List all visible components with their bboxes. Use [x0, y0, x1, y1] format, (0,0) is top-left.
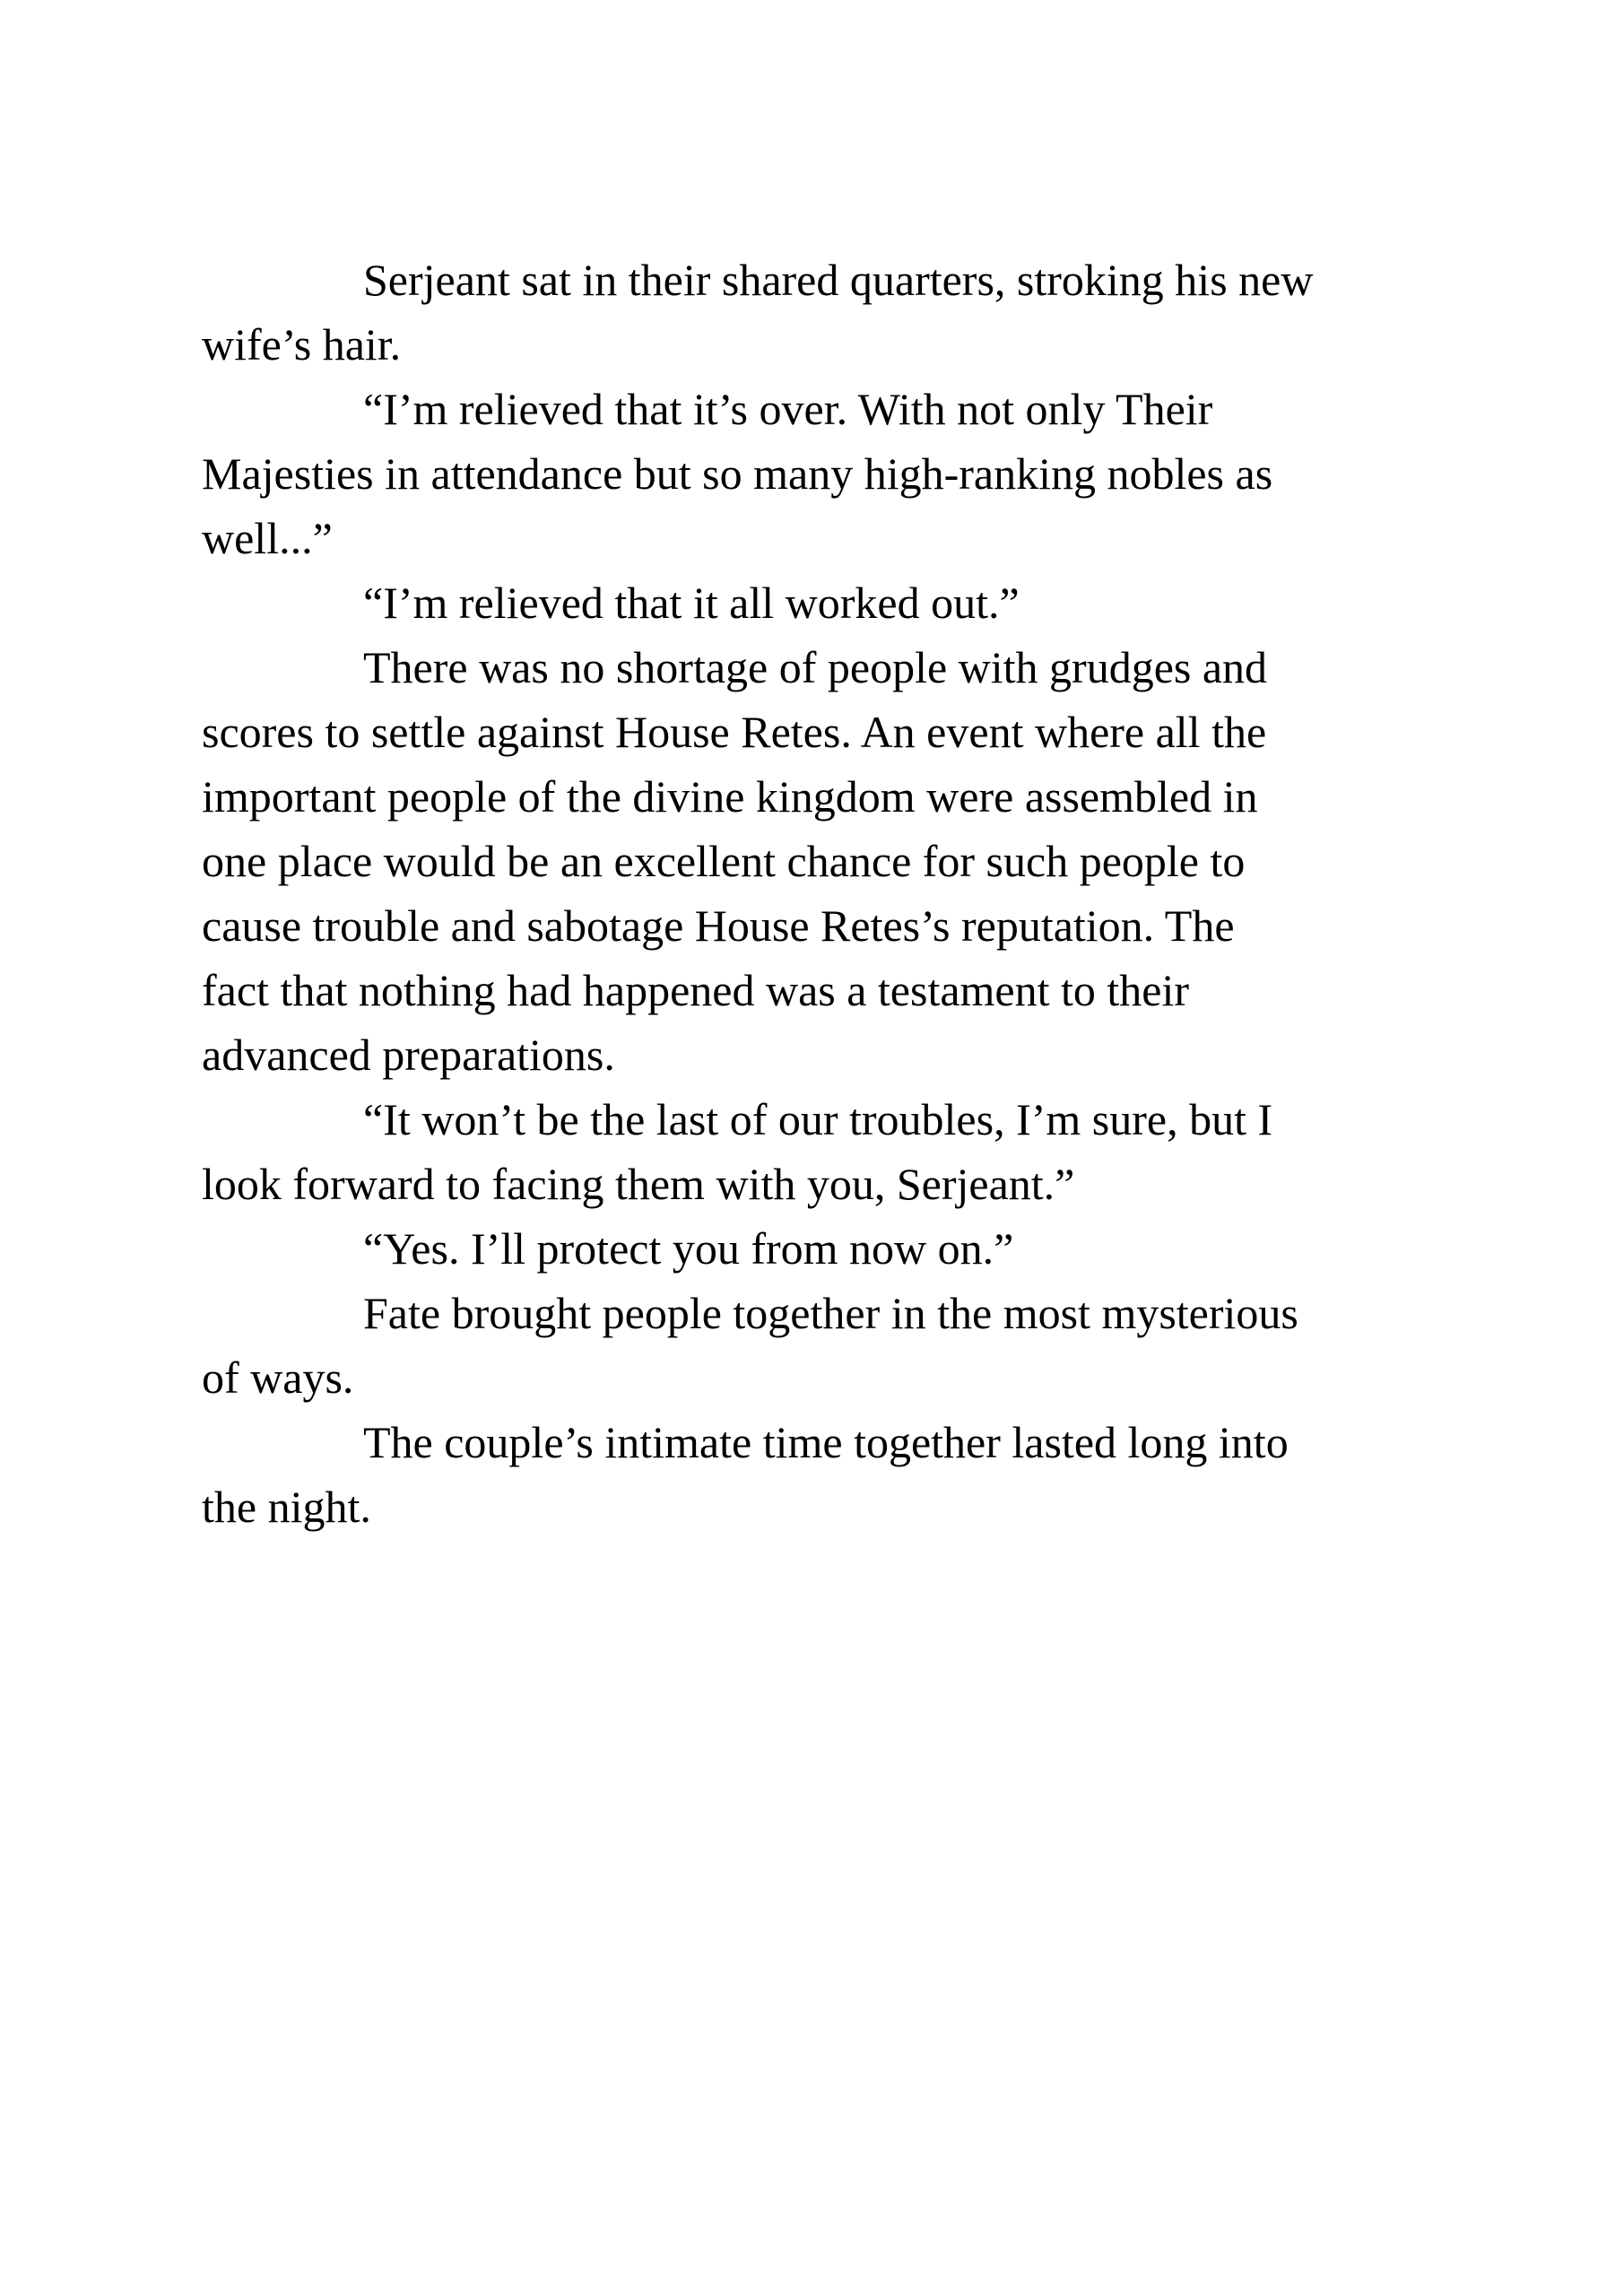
text-line: Majesties in attendance but so many high-ranking nobles as: [202, 448, 1273, 499]
text-line: well...”: [202, 513, 333, 563]
paragraph: [202, 635, 1511, 1087]
text-line: scores to settle against House Retes. An event where all the: [202, 707, 1267, 757]
text-line: the night.: [202, 1482, 371, 1532]
text-line: “I’m relieved that it all worked out.”: [363, 578, 1020, 628]
text-line: “I’m relieved that it’s over. With not only Their: [363, 384, 1213, 434]
body-text: [202, 248, 1511, 1539]
paragraph: [202, 1281, 1511, 1410]
text-line: look forward to facing them with you, Serjeant.”: [202, 1159, 1075, 1209]
text-line: fact that nothing had happened was a testament to their: [202, 965, 1190, 1015]
paragraph: [202, 570, 1511, 635]
paragraph: [202, 1216, 1511, 1281]
text-line: The couple’s intimate time together lasted long into: [363, 1417, 1289, 1467]
text-line: advanced preparations.: [202, 1030, 615, 1080]
text-line: of ways.: [202, 1352, 354, 1403]
text-line: “Yes. I’ll protect you from now on.”: [363, 1223, 1014, 1274]
text-line: Serjeant sat in their shared quarters, stroking his new: [363, 255, 1314, 305]
text-line: one place would be an excellent chance for such people to: [202, 836, 1246, 886]
paragraph: [202, 1087, 1511, 1216]
text-line: wife’s hair.: [202, 319, 402, 370]
text-line: Fate brought people together in the most mysterious: [363, 1288, 1298, 1338]
text-line: There was no shortage of people with grudges and: [363, 642, 1268, 692]
text-line: important people of the divine kingdom were assembled in: [202, 771, 1258, 822]
paragraph: [202, 377, 1511, 570]
paragraph: [202, 1410, 1511, 1539]
text-line: cause trouble and sabotage House Retes’s reputation. The: [202, 900, 1235, 951]
text-line: “It won’t be the last of our troubles, I’m sure, but I: [363, 1094, 1273, 1144]
paragraph: [202, 248, 1511, 377]
